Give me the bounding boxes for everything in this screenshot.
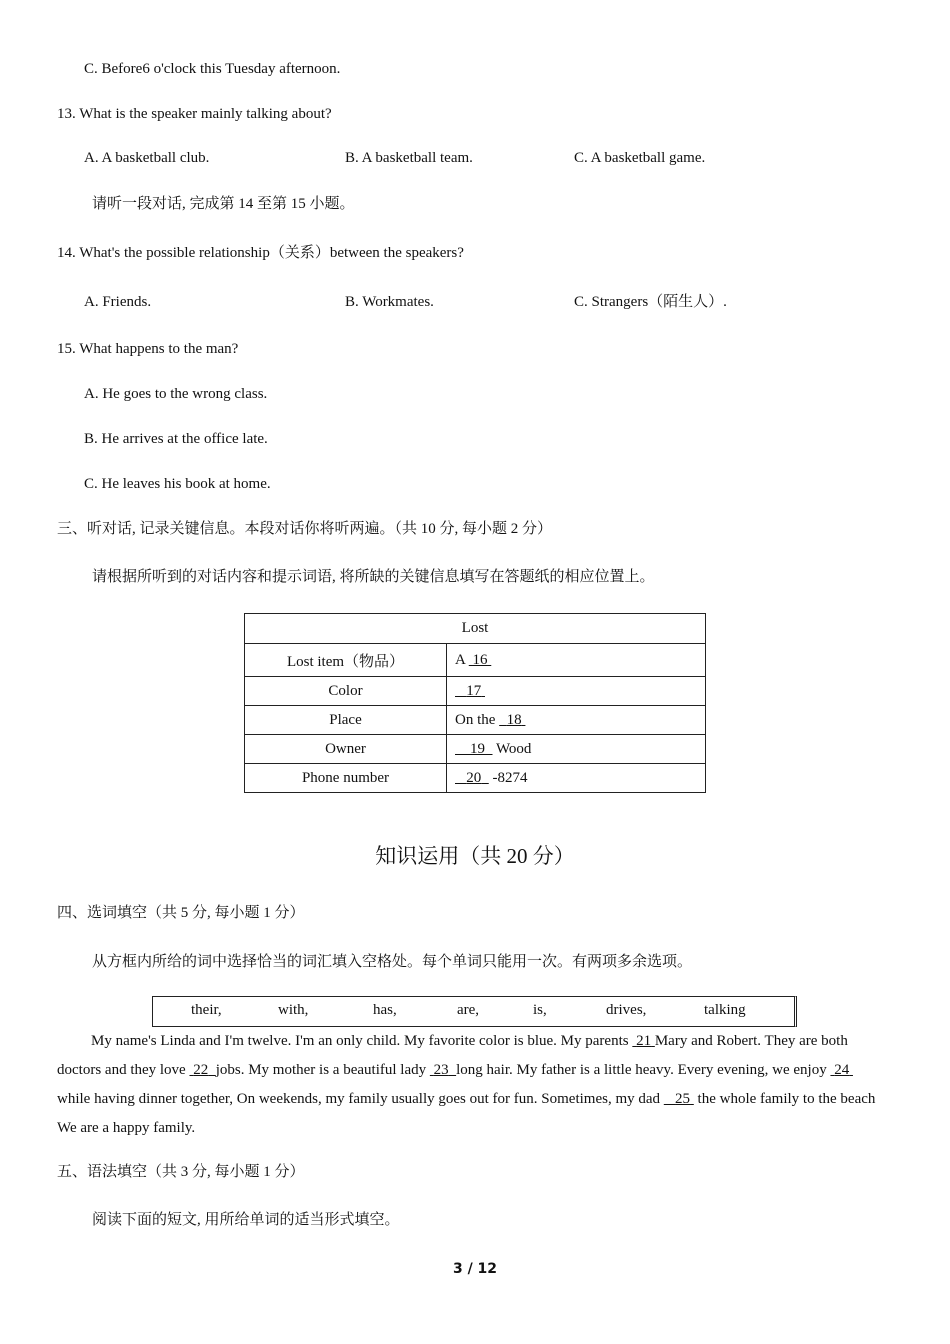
blank-21: 21 (636, 1033, 652, 1049)
row-label: Place (245, 706, 447, 735)
q14-question: 14. What's the possible relationship（关系）between the speakers? (57, 245, 464, 261)
section5-heading: 五、语法填空（共 3 分, 每小题 1 分） (57, 1164, 305, 1180)
blank-19: 19 (470, 740, 485, 757)
section4-instruction: 从方框内所给的词中选择恰当的词汇填入空格处。每个单词只能用一次。有两项多余选项。 (92, 954, 693, 970)
q13-question: 13. What is the speaker mainly talking about? (57, 106, 332, 122)
table-row (245, 764, 706, 793)
q13-option-a: A. A basketball club. (84, 150, 210, 166)
table-row (245, 677, 706, 706)
blank-23: 23 (433, 1062, 449, 1078)
section5-instruction: 阅读下面的短文, 用所给单词的适当形式填空。 (92, 1212, 400, 1228)
lost-table (244, 613, 706, 793)
q13-option-b: B. A basketball team. (345, 150, 473, 166)
q15-question: 15. What happens to the man? (57, 341, 239, 357)
word-option: is, (533, 1002, 547, 1018)
blank-22: 22 (193, 1062, 209, 1078)
row-label: Owner (245, 735, 447, 764)
word-option: talking (704, 1002, 746, 1018)
section3-instruction: 请根据所听到的对话内容和提示词语, 将所缺的关键信息填写在答题纸的相应位置上。 (92, 569, 655, 585)
instruction-14-15: 请听一段对话, 完成第 14 至第 15 小题。 (92, 196, 355, 212)
q13-option-c: C. A basketball game. (574, 150, 706, 166)
q15-option-a: A. He goes to the wrong class. (84, 386, 268, 402)
table-row (245, 735, 706, 764)
knowledge-section-title: 知识运用（共 20 分） (375, 844, 575, 868)
blank-16: 16 (472, 651, 488, 668)
q14-option-c: C. Strangers（陌生人）. (574, 294, 727, 310)
row-label: Color (245, 677, 447, 706)
section3-heading: 三、听对话, 记录关键信息。本段对话你将听两遍。（共 10 分, 每小题 2 分） (57, 521, 553, 537)
word-option: are, (457, 1002, 480, 1018)
blank-18: 18 (506, 711, 522, 728)
row-value (447, 677, 706, 706)
section4-heading: 四、选词填空（共 5 分, 每小题 1 分） (57, 905, 305, 921)
word-option: with, (278, 1002, 309, 1018)
table-row (245, 644, 706, 677)
blank-17: 17 (466, 682, 482, 699)
passage: My name's Linda and I'm twelve. I'm an only child. My favorite color is blue. My parents 21 Mary and Robert. They are both doctors and they love 22 jobs. My mother is a beautiful lady 23 long hair. My father is a little heavy. Every evening, we enjoy 24 while having dinner together, On weekends, my family usually goes out for fun. Sometimes, my dad 25 the whole family to the beach We are a happy family. (57, 1033, 876, 1136)
blank-25: 25 (675, 1091, 691, 1107)
row-value: 19 Wood (447, 735, 706, 764)
q15-option-b: B. He arrives at the office late. (84, 431, 268, 447)
page-number: 3 / 12 (452, 1261, 498, 1277)
q14-option-b: B. Workmates. (345, 294, 434, 310)
row-value: A 16 (447, 644, 706, 677)
row-label: Phone number (245, 764, 447, 793)
q12-option-c: C. Before6 o'clock this Tuesday afternoon. (84, 61, 341, 77)
lost-table-title: Lost (245, 614, 706, 644)
row-label: Lost item（物品） (245, 644, 447, 677)
word-option: their, (191, 1002, 222, 1018)
q15-option-c: C. He leaves his book at home. (84, 476, 271, 492)
word-option: drives, (606, 1002, 647, 1018)
word-bank-box (152, 996, 797, 1027)
blank-24: 24 (834, 1062, 850, 1078)
row-value: 20 -8274 (447, 764, 706, 793)
q14-option-a: A. Friends. (84, 294, 152, 310)
row-value: On the 18 (447, 706, 706, 735)
blank-20: 20 (466, 769, 482, 786)
table-row (245, 706, 706, 735)
word-option: has, (373, 1002, 397, 1018)
